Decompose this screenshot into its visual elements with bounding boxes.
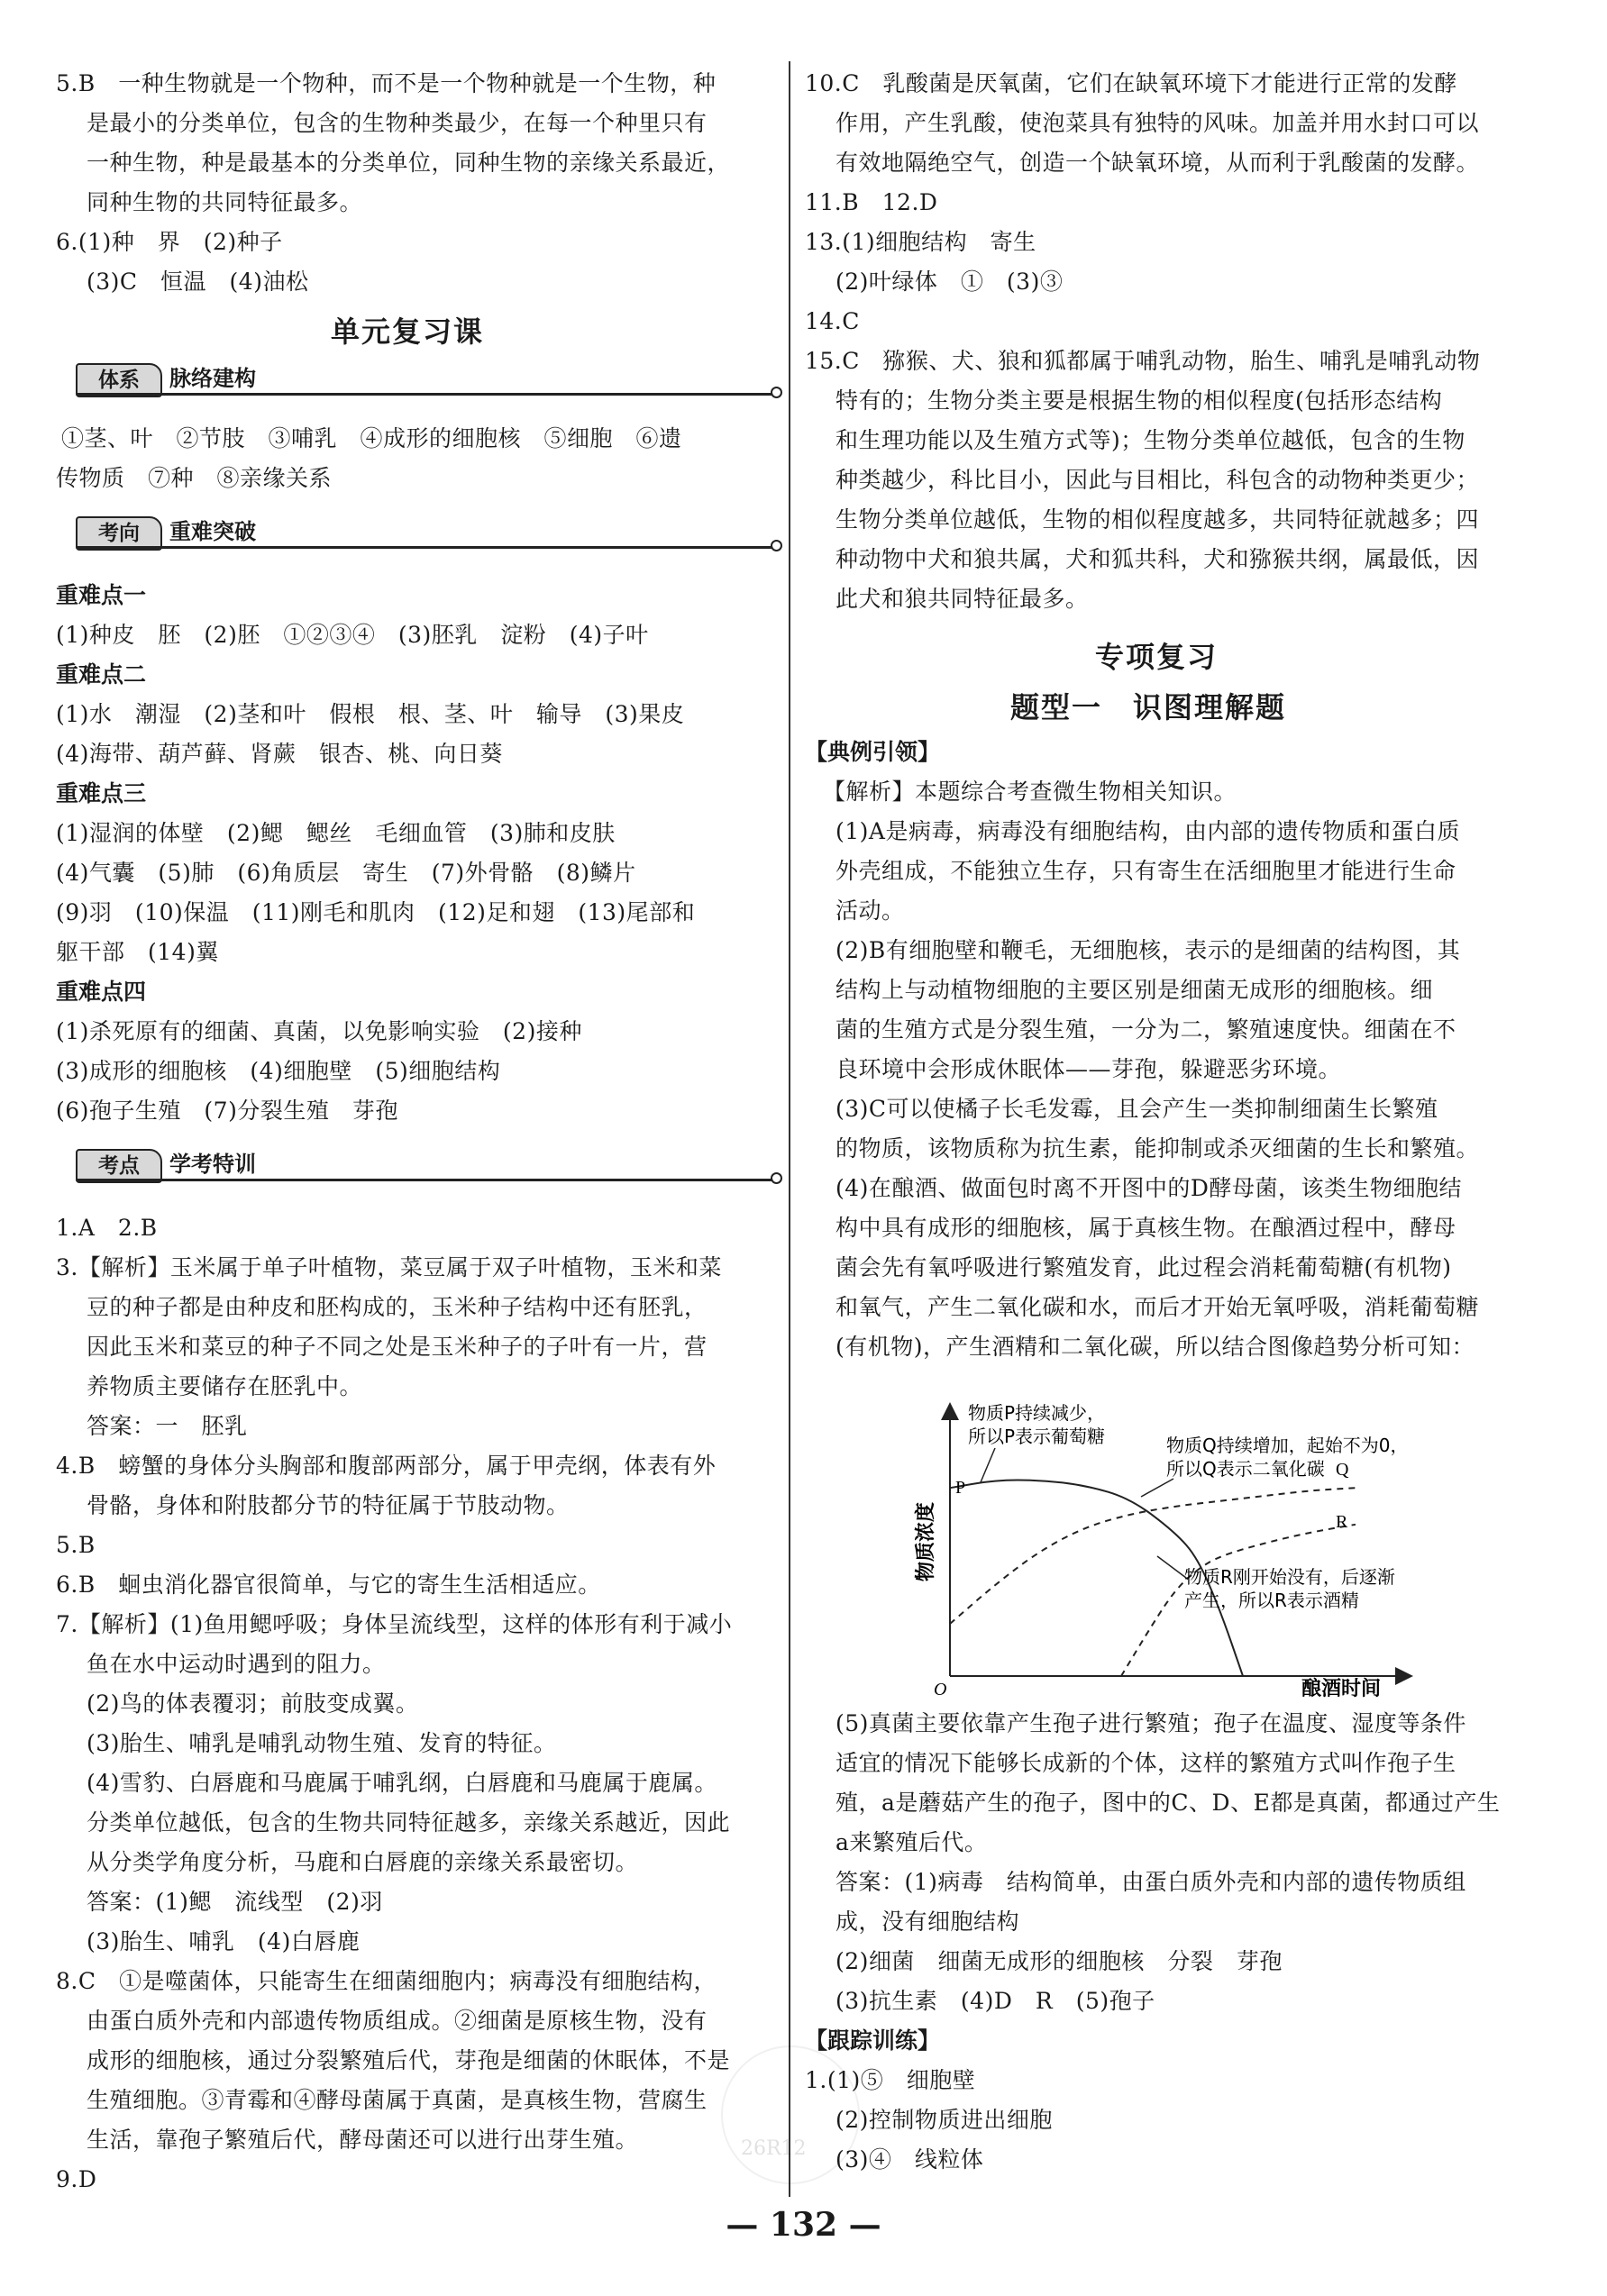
watermark-stamp: [721, 2045, 860, 2184]
stamp-text: 26R12: [741, 2137, 807, 2160]
text-line: (1)水 潮湿 (2)茎和叶 假根 根、茎、叶 输导 (3)果皮: [56, 701, 685, 727]
text-line: (2)细菌 细菌无成形的细胞核 分裂 芽孢: [835, 1948, 1283, 1974]
section-header-kaoxiang: [76, 515, 779, 551]
y-axis-label: 物质浓度: [915, 1501, 937, 1581]
text-line: 外壳组成，不能独立生存，只有寄生在活细胞里才能进行生命: [835, 858, 1456, 884]
text-line: (4)雪豹、白唇鹿和马鹿属于哺乳纲，白唇鹿和马鹿属于鹿属。: [87, 1770, 717, 1796]
special-review-title: 专项复习: [1095, 640, 1219, 674]
text-line: (3)成形的细胞核 (4)细胞壁 (5)细胞结构: [56, 1058, 501, 1084]
text-line: (3)胎生、哺乳 (4)白唇鹿: [87, 1928, 361, 1954]
text-line: 4.B 螃蟹的身体分头胸部和腹部两部分，属于甲壳纲，体表有外: [56, 1453, 717, 1479]
text-line: 传物质 ⑦种 ⑧亲缘关系: [56, 465, 333, 491]
text-line: 由蛋白质外壳和内部遗传物质组成。②细菌是原核生物，没有: [87, 2008, 708, 2034]
text-line: 和生理功能以及生殖方式等)；生物分类单位越低，包含的生物: [835, 427, 1465, 453]
text-line: 9.D: [56, 2166, 97, 2192]
text-line: (3)胎生、哺乳是哺乳动物生殖、发育的特征。: [87, 1730, 557, 1756]
text-line: ①茎、叶 ②节肢 ③哺乳 ④成形的细胞核 ⑤细胞 ⑥遗: [61, 425, 682, 451]
annotation-q-2: 所以Q表示二氧化碳: [1166, 1458, 1325, 1480]
text-line: 答案：(1)病毒 结构简单，由蛋白质外壳和内部的遗传物质组: [835, 1869, 1466, 1895]
text-line: (2)控制物质进出细胞: [835, 2107, 1053, 2133]
answer-10: 10.C 乳酸菌是厌氧菌，它们在缺氧环境下才能进行正常的发酵: [805, 70, 1457, 96]
text-line: 从分类学角度分析，马鹿和白唇鹿的亲缘关系最密切。: [87, 1849, 639, 1875]
text-line: 3.【解析】玉米属于单子叶植物，菜豆属于双子叶植物，玉米和菜: [56, 1254, 722, 1280]
text-line: 种类越少，科比目小，因此与目相比，科包含的动物种类更少；: [835, 467, 1480, 493]
text-line: 14.C: [805, 308, 860, 334]
text-line: 菌的生殖方式是分裂生殖，一分为二，繁殖速度快。细菌在不: [835, 1016, 1456, 1043]
text-line: 骨骼，身体和附肢都分节的特征属于节肢动物。: [87, 1492, 570, 1518]
text-line: 此犬和狼共同特征最多。: [835, 586, 1089, 612]
text-line: 13.(1)细胞结构 寄生: [805, 229, 1036, 255]
text-line: (1)杀死原有的细菌、真菌，以免影响实验 (2)接种: [56, 1018, 582, 1044]
text-line: 15.C 猕猴、犬、狼和狐都属于哺乳动物，胎生、哺乳是哺乳动物: [805, 348, 1481, 374]
section-title: 脉络建构: [169, 366, 256, 391]
text-line: 答案：一 胚乳: [87, 1413, 248, 1439]
text-line: 结构上与动植物细胞的主要区别是细菌无成形的细胞核。细: [835, 977, 1434, 1003]
section-title: 重难突破: [169, 519, 256, 544]
text-line: (4)在酿酒、做面包时离不开图中的D酵母菌，该类生物细胞结: [835, 1175, 1462, 1201]
text-line: (1)A是病毒，病毒没有细胞结构，由内部的遗传物质和蛋白质: [835, 818, 1460, 844]
x-axis-label: 酿酒时间: [1301, 1678, 1382, 1699]
text-line: 因此玉米和菜豆的种子不同之处是玉米种子的子叶有一片，营: [87, 1334, 708, 1360]
answer-5: 5.B 一种生物就是一个物种，而不是一个物种就是一个生物，种: [56, 70, 717, 96]
text-line: 的物质，该物质称为抗生素，能抑制或杀灭细菌的生长和繁殖。: [835, 1135, 1480, 1162]
text-line: 鱼在水中运动时遇到的阻力。: [87, 1651, 386, 1677]
text-line: 有效地隔绝空气，创造一个缺氧环境，从而利于乳酸菌的发酵。: [835, 150, 1480, 176]
question-type-title: 题型一 识图理解题: [1010, 690, 1287, 724]
annotation-q-leader: [1141, 1479, 1173, 1497]
text-line: 分类单位越低，包含的生物共同特征越多，亲缘关系越近，因此: [87, 1809, 731, 1836]
label-r: R: [1336, 1512, 1348, 1532]
label-p: P: [955, 1478, 966, 1498]
text-line: 1.(1)⑤ 细胞壁: [805, 2067, 976, 2093]
text-line: (9)羽 (10)保温 (11)刚毛和肌肉 (12)足和翅 (13)尾部和: [56, 899, 696, 925]
origin-label: O: [934, 1680, 947, 1699]
text-line: 生活，靠孢子繁殖后代，酵母菌还可以进行出芽生殖。: [87, 2127, 639, 2153]
section-header-tixi: [76, 361, 779, 397]
subheading: 重难点一: [56, 582, 147, 608]
annotation-r-1: 物质R刚开始没有，后逐渐: [1184, 1566, 1395, 1588]
text-line: 是最小的分类单位，包含的生物种类最少，在每一个种里只有: [87, 110, 708, 136]
section-tag: 体系: [76, 363, 162, 397]
subheading: 重难点二: [56, 661, 147, 688]
text-line: 7.【解析】(1)鱼用鳃呼吸；身体呈流线型，这样的体形有利于减小: [56, 1611, 733, 1637]
unit-review-title: 单元复习课: [331, 314, 485, 349]
text-line: 5.B: [56, 1532, 96, 1558]
text-line: (3)C 恒温 (4)油松: [87, 269, 309, 295]
page-number: — 132 —: [726, 2206, 881, 2244]
section-rule: [76, 1179, 779, 1181]
text-line: 良环境中会形成休眠体——芽孢，躲避恶劣环境。: [835, 1056, 1342, 1082]
text-line: 特有的；生物分类主要是根据生物的相似程度(包括形态结构: [835, 387, 1443, 414]
subheading: 【跟踪训练】: [805, 2027, 941, 2054]
rule-end-dot: [771, 540, 782, 551]
text-line: 适宜的情况下能够长成新的个体，这样的繁殖方式叫作孢子生: [835, 1750, 1456, 1776]
subheading: 重难点四: [56, 979, 147, 1005]
text-line: 一种生物，种是最基本的分类单位，同种生物的亲缘关系最近，: [87, 150, 731, 176]
text-line: 生物分类单位越低，生物的相似程度越多，共同特征就越多；四: [835, 506, 1480, 533]
text-line: (2)叶绿体 ① (3)③: [835, 269, 1064, 295]
text-line: 8.C ①是噬菌体，只能寄生在细菌细胞内；病毒没有细胞结构，: [56, 1968, 717, 1994]
text-line: (3)C可以使橘子长毛发霉，且会产生一类抑制细菌生长繁殖: [835, 1096, 1438, 1122]
text-line: (5)真菌主要依靠产生孢子进行繁殖；孢子在温度、湿度等条件: [835, 1710, 1466, 1736]
rule-end-dot: [771, 1172, 782, 1184]
text-line: (4)海带、葫芦藓、肾蕨 银杏、桃、向日葵: [56, 741, 503, 767]
section-header-kaodian: [76, 1147, 779, 1183]
label-q: Q: [1336, 1460, 1349, 1480]
text-line: 豆的种子都是由种皮和胚构成的，玉米种子结构中还有胚乳，: [87, 1294, 708, 1320]
annotation-p-leader: [981, 1448, 995, 1482]
text-line: 【解析】本题综合考查微生物相关知识。: [823, 779, 1237, 805]
text-line: 和氧气，产生二氧化碳和水，而后才开始无氧呼吸，消耗葡萄糖: [835, 1294, 1480, 1320]
text-line: 11.B 12.D: [805, 189, 938, 215]
subheading: 重难点三: [56, 780, 147, 806]
text-line: 活动。: [835, 897, 905, 924]
text-line: (4)气囊 (5)肺 (6)角质层 寄生 (7)外骨骼 (8)鳞片: [56, 860, 636, 886]
text-line: (2)鸟的体表覆羽；前肢变成翼。: [87, 1690, 419, 1717]
text-line: a来繁殖后代。: [835, 1829, 988, 1855]
text-line: 躯干部 (14)翼: [56, 939, 219, 965]
text-line: 殖，a是蘑菇产生的孢子，图中的C、D、E都是真菌，都通过产生: [835, 1790, 1501, 1816]
text-line: 6.B 蛔虫消化器官很简单，与它的寄生生活相适应。: [56, 1572, 601, 1598]
text-line: (3)抗生素 (4)D R (5)孢子: [835, 1988, 1155, 2014]
text-line: 生殖细胞。③青霉和④酵母菌属于真菌，是真核生物，营腐生: [87, 2087, 708, 2113]
section-tag: 考向: [76, 516, 162, 551]
text-line: 成，没有细胞结构: [835, 1909, 1020, 1935]
text-line: 菌会先有氧呼吸进行繁殖发育，此过程会消耗葡萄糖(有机物): [835, 1254, 1452, 1280]
text-line: 种动物中犬和狼共属，犬和狐共科，犬和猕猴共纲，属最低，因: [835, 546, 1480, 572]
rule-end-dot: [771, 387, 782, 398]
section-title: 学考特训: [169, 1152, 256, 1177]
text-line: (有机物)，产生酒精和二氧化碳，所以结合图像趋势分析可知：: [835, 1334, 1475, 1360]
text-line: (1)湿润的体壁 (2)鳃 鳃丝 毛细血管 (3)肺和皮肤: [56, 820, 616, 846]
fermentation-chart: [905, 1392, 1500, 1699]
text-line: (3)④ 线粒体: [835, 2146, 984, 2173]
section-rule: [76, 546, 779, 549]
answer-6: 6.(1)种 界 (2)种子: [56, 229, 283, 255]
text-line: 构中具有成形的细胞核，属于真核生物。在酿酒过程中，酵母: [835, 1215, 1456, 1241]
text-line: 养物质主要储存在胚乳中。: [87, 1373, 363, 1399]
text-line: (1)种皮 胚 (2)胚 ①②③④ (3)胚乳 淀粉 (4)子叶: [56, 622, 649, 648]
text-line: 同种生物的共同特征最多。: [87, 189, 363, 215]
subheading: 【典例引领】: [805, 739, 941, 765]
text-line: 1.A 2.B: [56, 1215, 158, 1241]
annotation-r-2: 产生，所以R表示酒精: [1184, 1590, 1359, 1611]
text-line: 成形的细胞核，通过分裂繁殖后代，芽孢是细菌的休眠体，不是: [87, 2047, 731, 2073]
annotation-r-leader: [1157, 1556, 1186, 1578]
column-divider: [789, 61, 790, 2197]
section-tag: 考点: [76, 1149, 162, 1183]
annotation-p-1: 物质P持续减少，: [968, 1402, 1106, 1424]
text-line: 答案：(1)鳃 流线型 (2)羽: [87, 1889, 383, 1915]
text-line: 作用，产生乳酸，使泡菜具有独特的风味。加盖并用水封口可以: [835, 110, 1480, 136]
annotation-q-1: 物质Q持续增加，起始不为0，: [1166, 1435, 1409, 1456]
text-line: (2)B有细胞壁和鞭毛，无细胞核，表示的是细菌的结构图，其: [835, 937, 1461, 963]
text-line: (6)孢子生殖 (7)分裂生殖 芽孢: [56, 1098, 398, 1124]
section-rule: [76, 393, 779, 396]
annotation-p-2: 所以P表示葡萄糖: [968, 1426, 1106, 1447]
